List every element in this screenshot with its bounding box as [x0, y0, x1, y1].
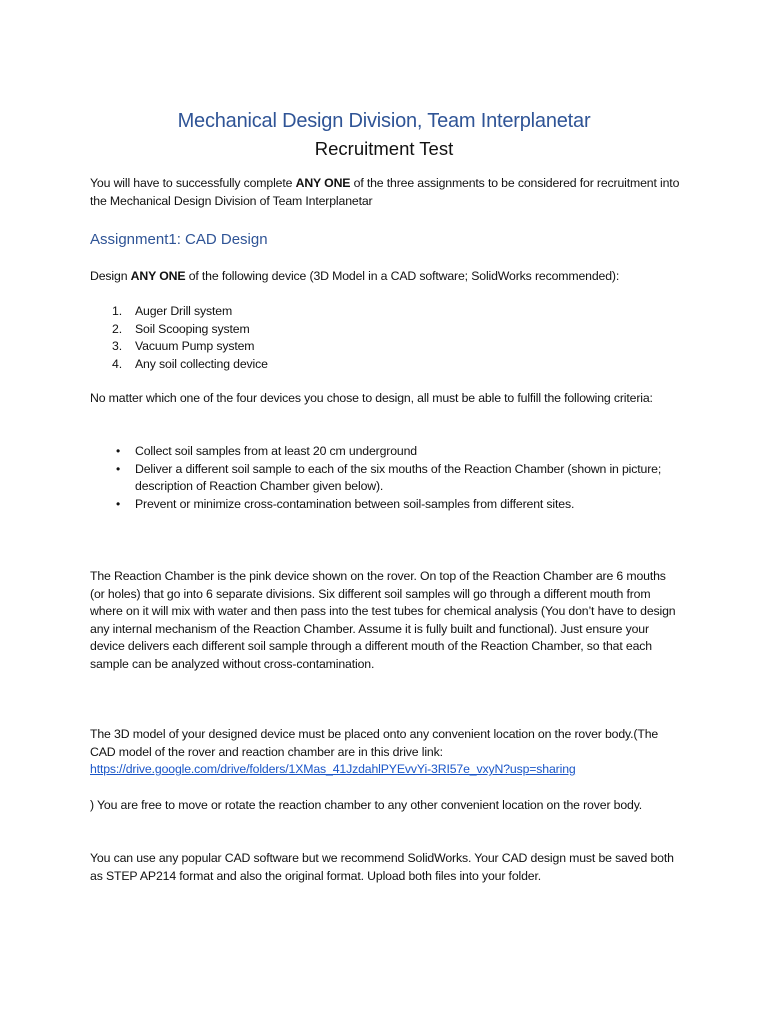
list-item: 3. Vacuum Pump system — [112, 339, 255, 354]
design-emphasis: ANY ONE — [130, 269, 186, 283]
intro-paragraph: You will have to successfully complete ANY ONE of the three assignments to be considered for recruitment into the Mechanical Design Division of Team Interplanetar — [90, 176, 680, 208]
list-item: 1. Auger Drill system — [112, 304, 233, 318]
placement-paragraph: The 3D model of your designed device must be placed onto any convenient location on the rover body.(The CAD model of the rover and reaction chamber are in this drive link: https://drive.google.com/drive/folders/1XMas_41JzdahlPYEvvYi-3RI57e_vxyN?usp=sharing — [90, 727, 659, 777]
bullet-icon: • — [116, 444, 121, 458]
reaction-chamber-paragraph: The Reaction Chamber is the pink device shown on the rover. On top of the Reaction Chamber are 6 mouths (or holes) that go into 6 separate divisions. Six different soil samples will go through a different mouth from where on it will mix with water and then pass into the test tubes for chemical analysis (You don’t have to design any internal mechanism of the Reaction Chamber. Assume it is fully built and functional). Just ensure your device delivers each different soil sample through a different mouth of the Reaction Chamber, so that each sample can be analyzed without cross-contamination. — [90, 569, 676, 671]
criteria-intro: No matter which one of the four devices you chose to design, all must be able to fulfill the following criteria: — [90, 391, 653, 405]
document-subtitle: Recruitment Test — [314, 138, 454, 159]
design-instruction: Design ANY ONE of the following device (3D Model in a CAD software; SolidWorks recommended): — [90, 269, 620, 283]
list-item: • Collect soil samples from at least 20 cm underground — [90, 443, 680, 461]
bullet-icon: • — [116, 461, 121, 476]
device-list — [90, 303, 680, 373]
assignment1-heading: Assignment1: CAD Design — [90, 231, 268, 248]
drive-link[interactable]: https://drive.google.com/drive/folders/1XMas_41JzdahlPYEvvYi-3RI57e_vxyN?usp=sharing — [90, 762, 576, 777]
bullet-icon: • — [116, 496, 121, 511]
intro-emphasis: ANY ONE — [295, 176, 351, 190]
list-item: • Deliver a different soil sample to each of the six mouths of the Reaction Chamber (shown in picture; description of Reaction Chamber given below). — [116, 461, 662, 494]
list-item: 4. Any soil collecting device — [112, 356, 268, 371]
move-note-paragraph: ) You are free to move or rotate the reaction chamber to any other convenient location on the rover body. — [90, 798, 643, 812]
software-note-paragraph: You can use any popular CAD software but we recommend SolidWorks. Your CAD design must be saved both as STEP AP214 format and also the original format. Upload both files into your folder. — [90, 851, 674, 883]
document-title: Mechanical Design Division, Team Interplanetar — [177, 110, 591, 132]
criteria-list — [90, 443, 680, 513]
list-item: 2. Soil Scooping system — [112, 321, 250, 336]
list-item: • Prevent or minimize cross-contamination between soil-samples from different sites. — [90, 496, 680, 514]
